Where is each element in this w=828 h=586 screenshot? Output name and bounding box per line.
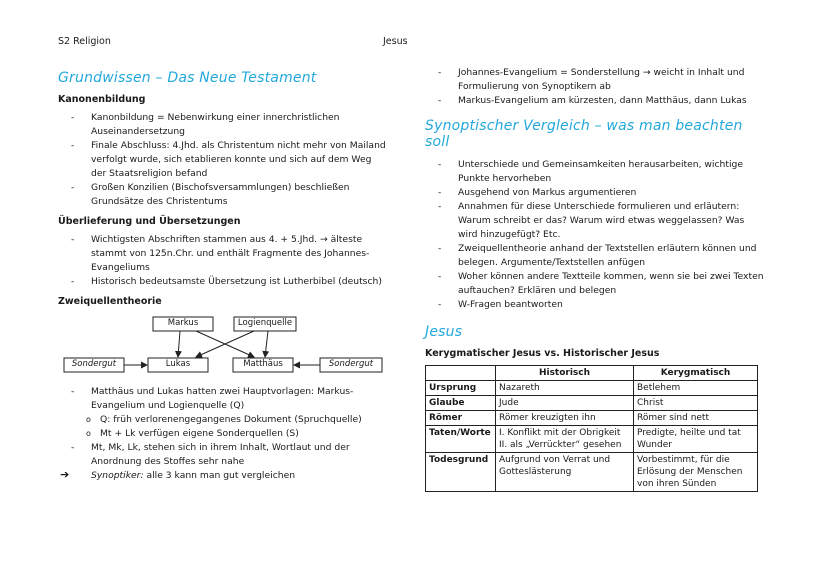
row-header-cell: Taten/Worte xyxy=(426,426,496,453)
list-item: - Annahmen für diese Unterschiede formulieren und erläutern: Warum schreibt er das? Warum wird etwas weggelassen? Was wird hinzugefügt? Etc. xyxy=(425,200,765,242)
sub-list-item: o Mt + Lk verfügen eigene Sonderquellen (S) xyxy=(58,427,388,441)
row-header-cell: Römer xyxy=(426,411,496,426)
header-course: S2 Religion xyxy=(58,36,111,47)
header-topic: Jesus xyxy=(383,36,408,47)
two-source-diagram xyxy=(58,313,388,377)
list-item: - Unterschiede und Gemeinsamkeiten herausarbeiten, wichtige Punkte hervorheben xyxy=(425,158,765,186)
list-item: - Ausgehend von Markus argumentieren xyxy=(425,186,765,200)
list-item: - Johannes-Evangelium = Sonderstellung → weicht in Inhalt und Formulierung von Synoptikern ab xyxy=(425,66,765,94)
left-column xyxy=(58,70,388,483)
sondergut-left-label: Sondergut xyxy=(71,359,117,369)
table-cell: Betlehem xyxy=(634,381,758,396)
table-header-cell xyxy=(426,366,496,381)
logienquelle-label: Logienquelle xyxy=(237,318,293,328)
table-cell: Aufgrund von Verrat und Gotteslästerung xyxy=(496,453,634,492)
testament-continued-list xyxy=(425,66,765,108)
list-item: - Großen Konzilien (Bischofsversammlungen) beschließen Grundsätze des Christentums xyxy=(58,181,388,209)
table-cell: Christ xyxy=(634,396,758,411)
heading-ueberlieferung: Überlieferung und Übersetzungen xyxy=(58,216,241,227)
list-item: - Kanonbildung = Nebenwirkung einer innerchristlichen Auseinandersetzung xyxy=(58,111,388,139)
list-item: - Zweiquellentheorie anhand der Textstellen erläutern können und belegen. Argumente/Textstellen anfügen xyxy=(425,242,765,270)
list-item xyxy=(58,385,388,413)
table-cell: Nazareth xyxy=(496,381,634,396)
heading-zweiquellentheorie: Zweiquellentheorie xyxy=(58,296,162,307)
matthaeus-label: Matthäus xyxy=(243,359,283,369)
table-cell: I. Konflikt mit der Obrigkeit II. als „Verrückter“ gesehen xyxy=(496,426,634,453)
table-cell: Römer kreuzigten ihn xyxy=(496,411,634,426)
table-header-cell: Historisch xyxy=(496,366,634,381)
list-item: - Mt, Mk, Lk, stehen sich in ihrem Inhalt, Wortlaut und der Anordnung des Stoffes sehr nahe xyxy=(58,441,388,469)
synoptisch-list xyxy=(425,158,765,312)
table-header-cell: Kerygmatisch xyxy=(634,366,758,381)
section-title-jesus: Jesus xyxy=(425,324,463,340)
table-cell: Römer sind nett xyxy=(634,411,758,426)
jesus-comparison-table xyxy=(425,365,758,492)
table-row xyxy=(426,426,758,453)
table-row xyxy=(426,381,758,396)
sondergut-right-label: Sondergut xyxy=(328,359,374,369)
table-row xyxy=(426,411,758,426)
row-header-cell: Todesgrund xyxy=(426,453,496,492)
row-header-cell: Ursprung xyxy=(426,381,496,396)
kanon-list xyxy=(58,111,388,209)
list-item: - Wichtigsten Abschriften stammen aus 4. + 5.Jhd. → älteste stammt von 125n.Chr. und enthält Fragmente des Johannes-Evangeliums xyxy=(58,233,388,275)
markus-label: Markus xyxy=(167,318,199,328)
zweiquellen-list xyxy=(58,385,388,413)
section-title-grundwissen: Grundwissen – Das Neue Testament xyxy=(58,70,317,86)
synoptiker-label: Synoptiker: xyxy=(91,470,144,481)
synoptiker-text: alle 3 kann man gut vergleichen xyxy=(143,470,296,481)
table-header-row xyxy=(426,366,758,381)
list-item-text: Matthäus und Lukas hatten zwei Hauptvorlagen: Markus-Evangelium und Logienquelle (Q) xyxy=(91,386,354,411)
row-header-cell: Glaube xyxy=(426,396,496,411)
ueberlieferung-list xyxy=(58,233,388,289)
table-cell: Predigte, heilte und tat Wunder xyxy=(634,426,758,453)
table-row xyxy=(426,396,758,411)
list-item: - Finale Abschluss: 4.Jhd. als Christentum nicht mehr von Mailand verfolgt wurde, sich etablieren konnte und sich auf dem Weg der Staatsreligion befand xyxy=(58,139,388,181)
table-cell: Jude xyxy=(496,396,634,411)
right-arrow-icon: ➔ xyxy=(60,468,70,481)
lukas-label: Lukas xyxy=(165,359,191,369)
list-item: - W-Fragen beantworten xyxy=(425,298,765,312)
table-cell: Vorbestimmt, für die Erlösung der Menschen von ihren Sünden xyxy=(634,453,758,492)
list-item: - Woher können andere Textteile kommen, wenn sie bei zwei Texten auftauchen? Erklären und belegen xyxy=(425,270,765,298)
synoptiker-note xyxy=(58,469,388,483)
sub-list-item: o Q: früh verlorenengegangenes Dokument (Spruchquelle) xyxy=(58,413,388,427)
right-column xyxy=(425,66,765,492)
list-item: - Historisch bedeutsamste Übersetzung ist Lutherbibel (deutsch) xyxy=(58,275,388,289)
zweiquellen-sublist xyxy=(58,413,388,441)
zweiquellen-list-2 xyxy=(58,441,388,469)
section-title-synoptisch: Synoptischer Vergleich – was man beachten soll xyxy=(425,118,743,150)
table-row xyxy=(426,453,758,492)
list-item: - Markus-Evangelium am kürzesten, dann Matthäus, dann Lukas xyxy=(425,94,765,108)
heading-kerygmatisch-vs-historisch: Kerygmatischer Jesus vs. Historischer Jesus xyxy=(425,348,660,359)
heading-kanonenbildung: Kanonenbildung xyxy=(58,94,146,105)
